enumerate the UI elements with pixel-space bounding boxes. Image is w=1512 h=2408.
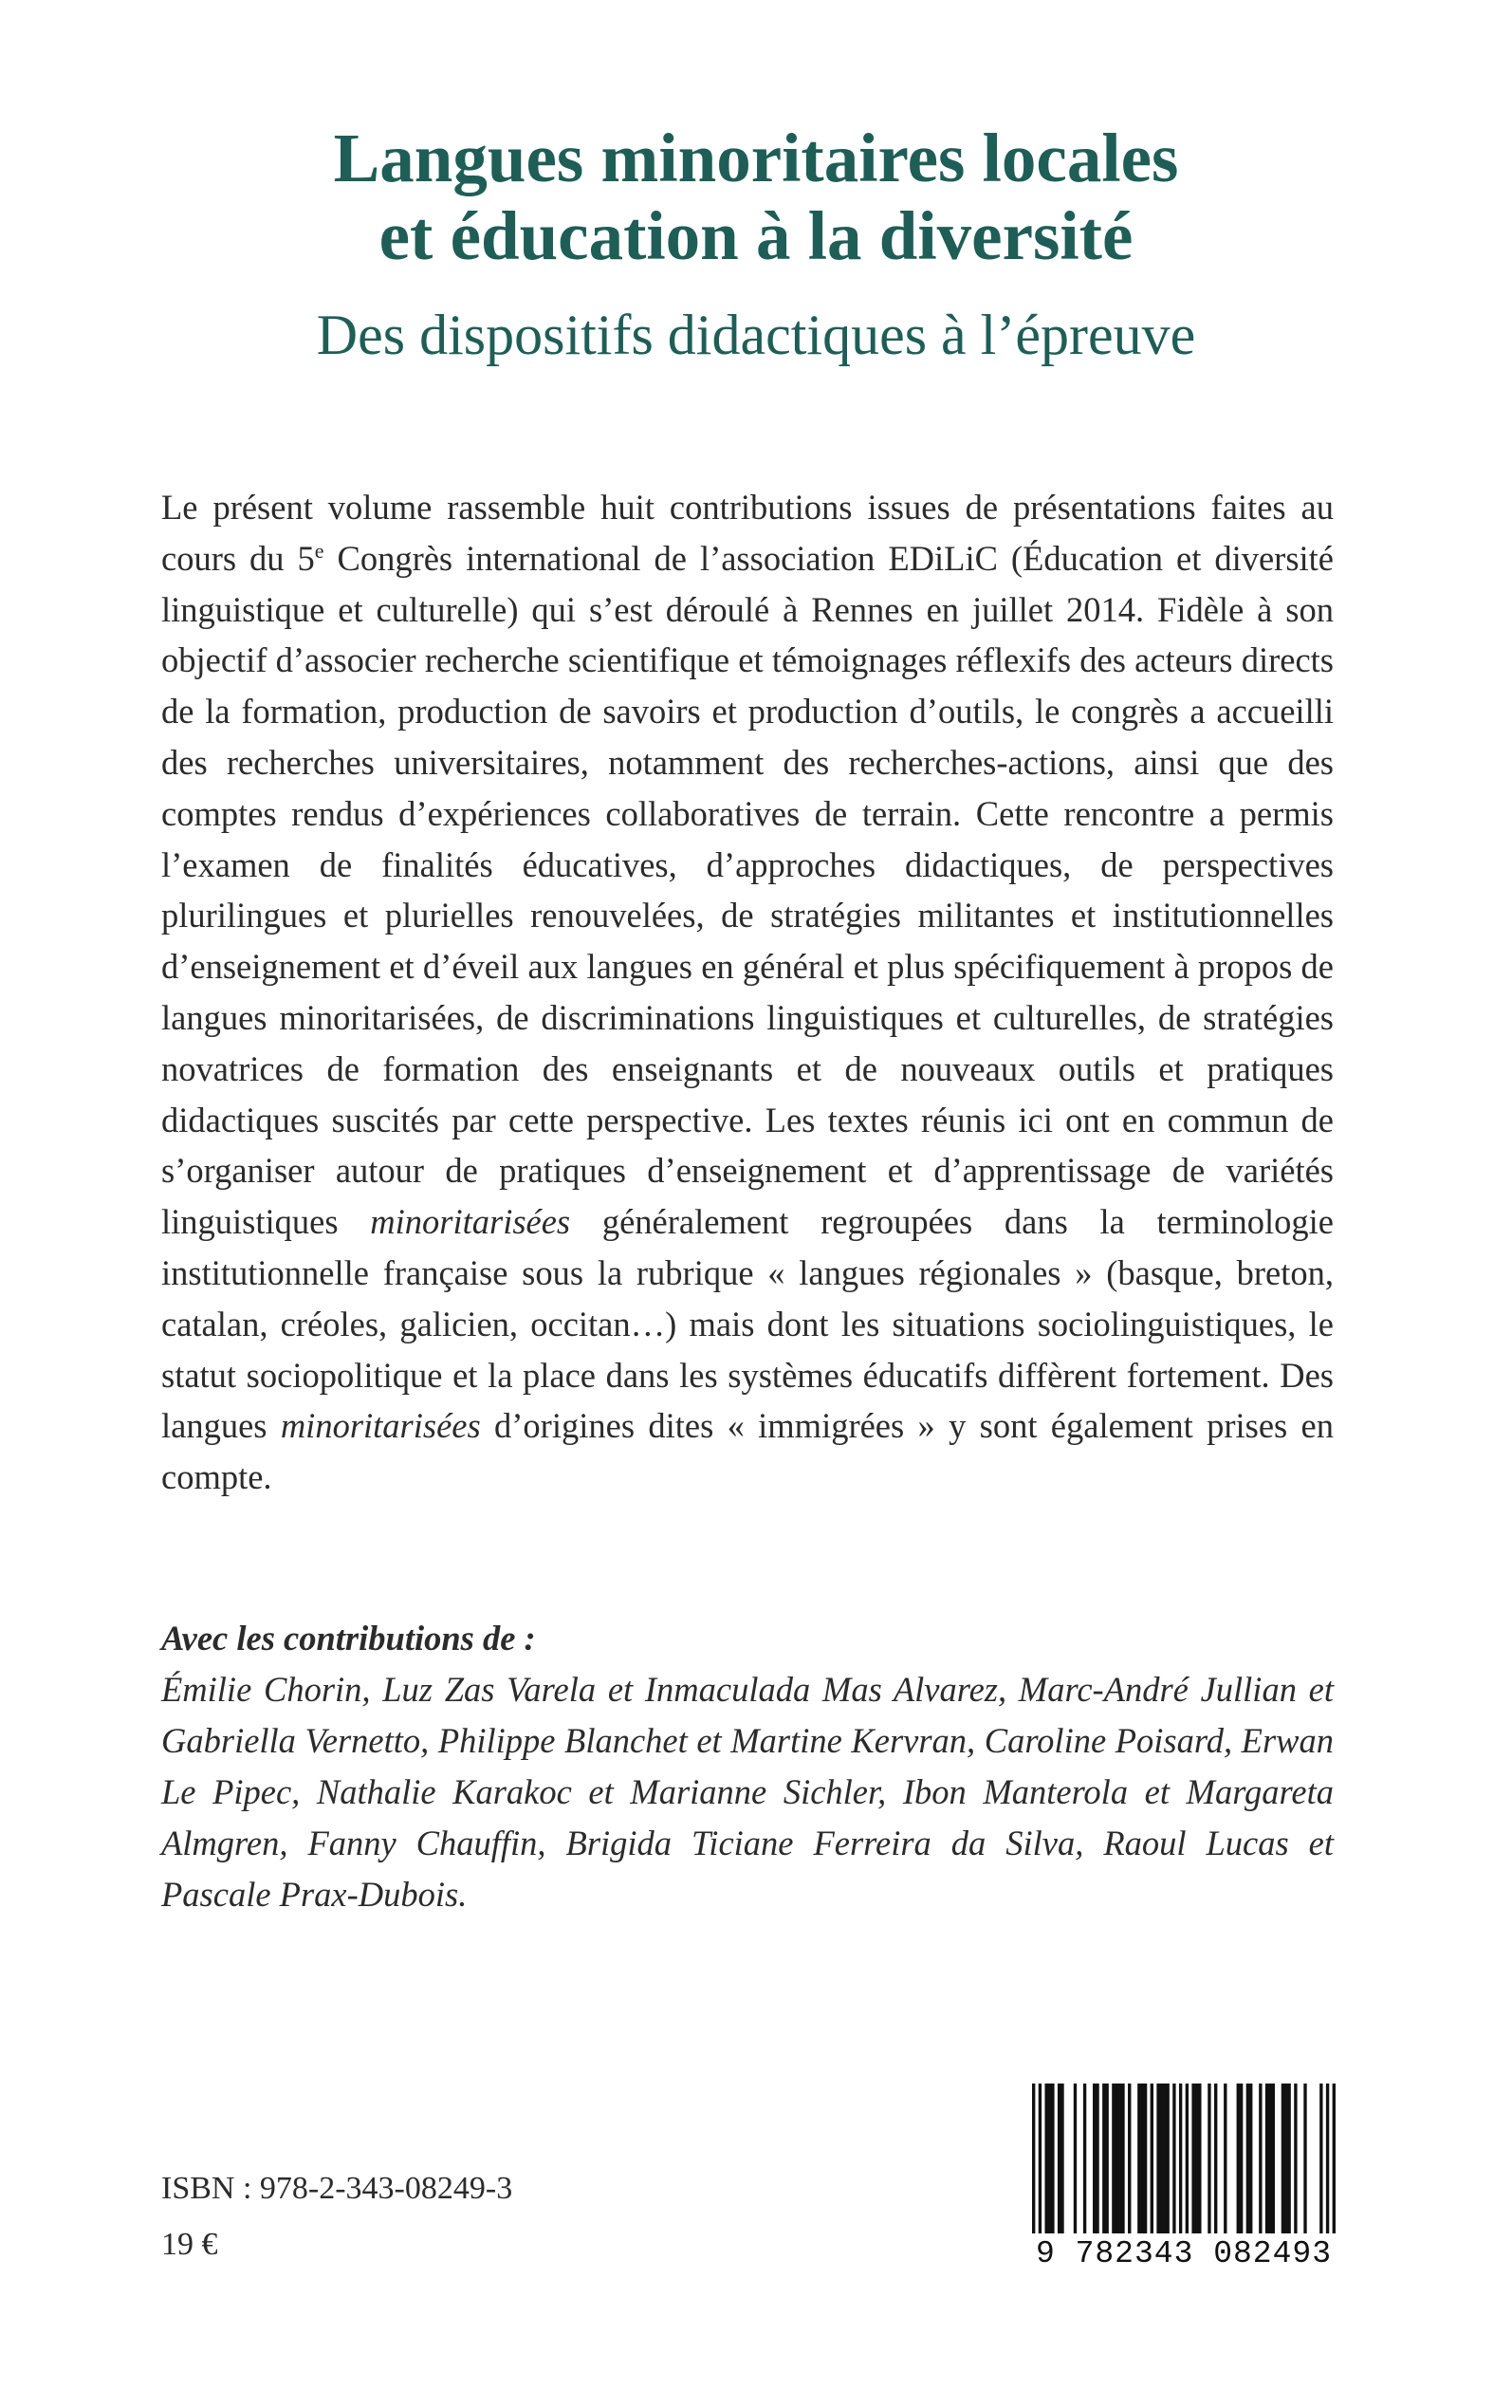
blurb-italic-2: minoritarisées xyxy=(280,1406,481,1446)
barcode-bar xyxy=(1074,2084,1077,2233)
barcode-bars xyxy=(1032,2084,1336,2235)
barcode xyxy=(1032,2084,1336,2285)
barcode-bar xyxy=(1093,2084,1099,2233)
blurb-text-1: Le présent volume rassemble huit contributions issues de présentations faites au cours du 5 xyxy=(161,488,1334,578)
barcode-bar xyxy=(1186,2084,1189,2233)
blurb-text-2: Congrès international de l’association EDiLiC (Éducation et diversité linguistique et culturelle) qui s’est déroulé à Rennes en juillet 2014. Fidèle à son objectif d’associer recherche scientifique et témoignages réflexifs des acteurs directs de la formation, production de savoirs et production d’outils, le congrès a accueilli des recherches universitaires, notamment des recherches-actions, ainsi que des comptes rendus d’expériences collaboratives de terrain. Cette rencontre a permis l’examen de finalités éducatives, d’approches didactiques, de perspectives plurilingues et plurielles renouvelées, de stratégies militantes et institutionnelles d’enseignement et d’éveil aux langues en général et plus spécifiquement à propos de langues minoritarisées, de discriminations linguistiques et culturelles, de stratégies novatrices de formation des enseignants et de nouveaux outils et pratiques didactiques suscités par cette perspective. Les textes réunis ici ont en commun de s’organiser autour de pratiques d’enseignement et d’apprentissage de variétés linguistiques xyxy=(161,538,1335,1242)
barcode-bar xyxy=(1102,2084,1109,2233)
title-block xyxy=(0,120,1512,368)
barcode-bar xyxy=(1333,2084,1336,2233)
barcode-bar xyxy=(1179,2084,1182,2233)
blurb-text-3: généralement regroupées dans la terminologie institutionnelle française sous la rubrique « langues régionales » (basque, breton, catalan, créoles, galicien, occitan…) mais dont les situations sociolinguistiques, le statut sociopolitique et la place dans les systèmes éducatifs diffèrent fortement. Des langues xyxy=(161,1202,1334,1446)
barcode-bar xyxy=(1128,2084,1131,2233)
barcode-bar xyxy=(1032,2084,1035,2233)
book-title-line-1: Langues minoritaires locales xyxy=(333,120,1179,196)
barcode-bar xyxy=(1039,2084,1042,2233)
book-title-line-2: et éducation à la diversité xyxy=(378,197,1134,274)
barcode-bar xyxy=(1044,2084,1054,2233)
barcode-bar xyxy=(1224,2084,1226,2233)
blurb-superscript: e xyxy=(314,538,324,563)
book-title xyxy=(0,120,1512,275)
barcode-bar xyxy=(1172,2084,1175,2233)
barcode-bar xyxy=(1058,2084,1064,2233)
barcode-bar xyxy=(1303,2084,1306,2233)
isbn-label: ISBN : 978-2-343-08249-3 xyxy=(161,2171,513,2206)
barcode-bar xyxy=(1151,2084,1153,2233)
barcode-bar xyxy=(1326,2084,1329,2233)
barcode-bar xyxy=(1214,2084,1217,2233)
contributors-list: Émilie Chorin, Luz Zas Varela et Inmaculada Mas Alvarez, Marc-André Jullian et Gabriella Vernetto, Philippe Blanchet et Martine Kervran, Caroline Poisard, Erwan Le Pipec, Nathalie Karakoc et Marianne Sichler, Ibon Manterola et Margareta Almgren, Fanny Chauffin, Brigida Ticiane Ferreira da Silva, Raoul Lucas et Pascale Prax-Dubois. xyxy=(161,1670,1334,1914)
blurb-italic-1: minoritarisées xyxy=(370,1202,571,1242)
barcode-bar xyxy=(1282,2084,1291,2233)
barcode-bar xyxy=(1112,2084,1124,2233)
contributors-heading: Avec les contributions de : xyxy=(161,1619,536,1658)
contributors-section xyxy=(161,1613,1334,1920)
barcode-bar xyxy=(1191,2084,1201,2233)
barcode-bar xyxy=(1265,2084,1275,2233)
barcode-bar xyxy=(1237,2084,1244,2233)
barcode-bar xyxy=(1137,2084,1147,2233)
barcode-bar xyxy=(1259,2084,1262,2233)
barcode-number: 9 782343 082493 xyxy=(1035,2236,1333,2271)
barcode-bar xyxy=(1319,2084,1322,2233)
barcode-bar xyxy=(1083,2084,1086,2233)
barcode-bar xyxy=(1246,2084,1253,2233)
barcode-bar xyxy=(1294,2084,1297,2233)
barcode-bar xyxy=(1208,2084,1210,2233)
price-label: 19 € xyxy=(161,2227,218,2262)
barcode-bar xyxy=(1156,2084,1169,2233)
blurb-paragraph xyxy=(161,482,1334,1503)
book-subtitle: Des dispositifs didactiques à l’épreuve xyxy=(316,304,1196,366)
blurb-text-4: d’origines dites « immigrées » y sont également prises en compte. xyxy=(161,1406,1334,1497)
